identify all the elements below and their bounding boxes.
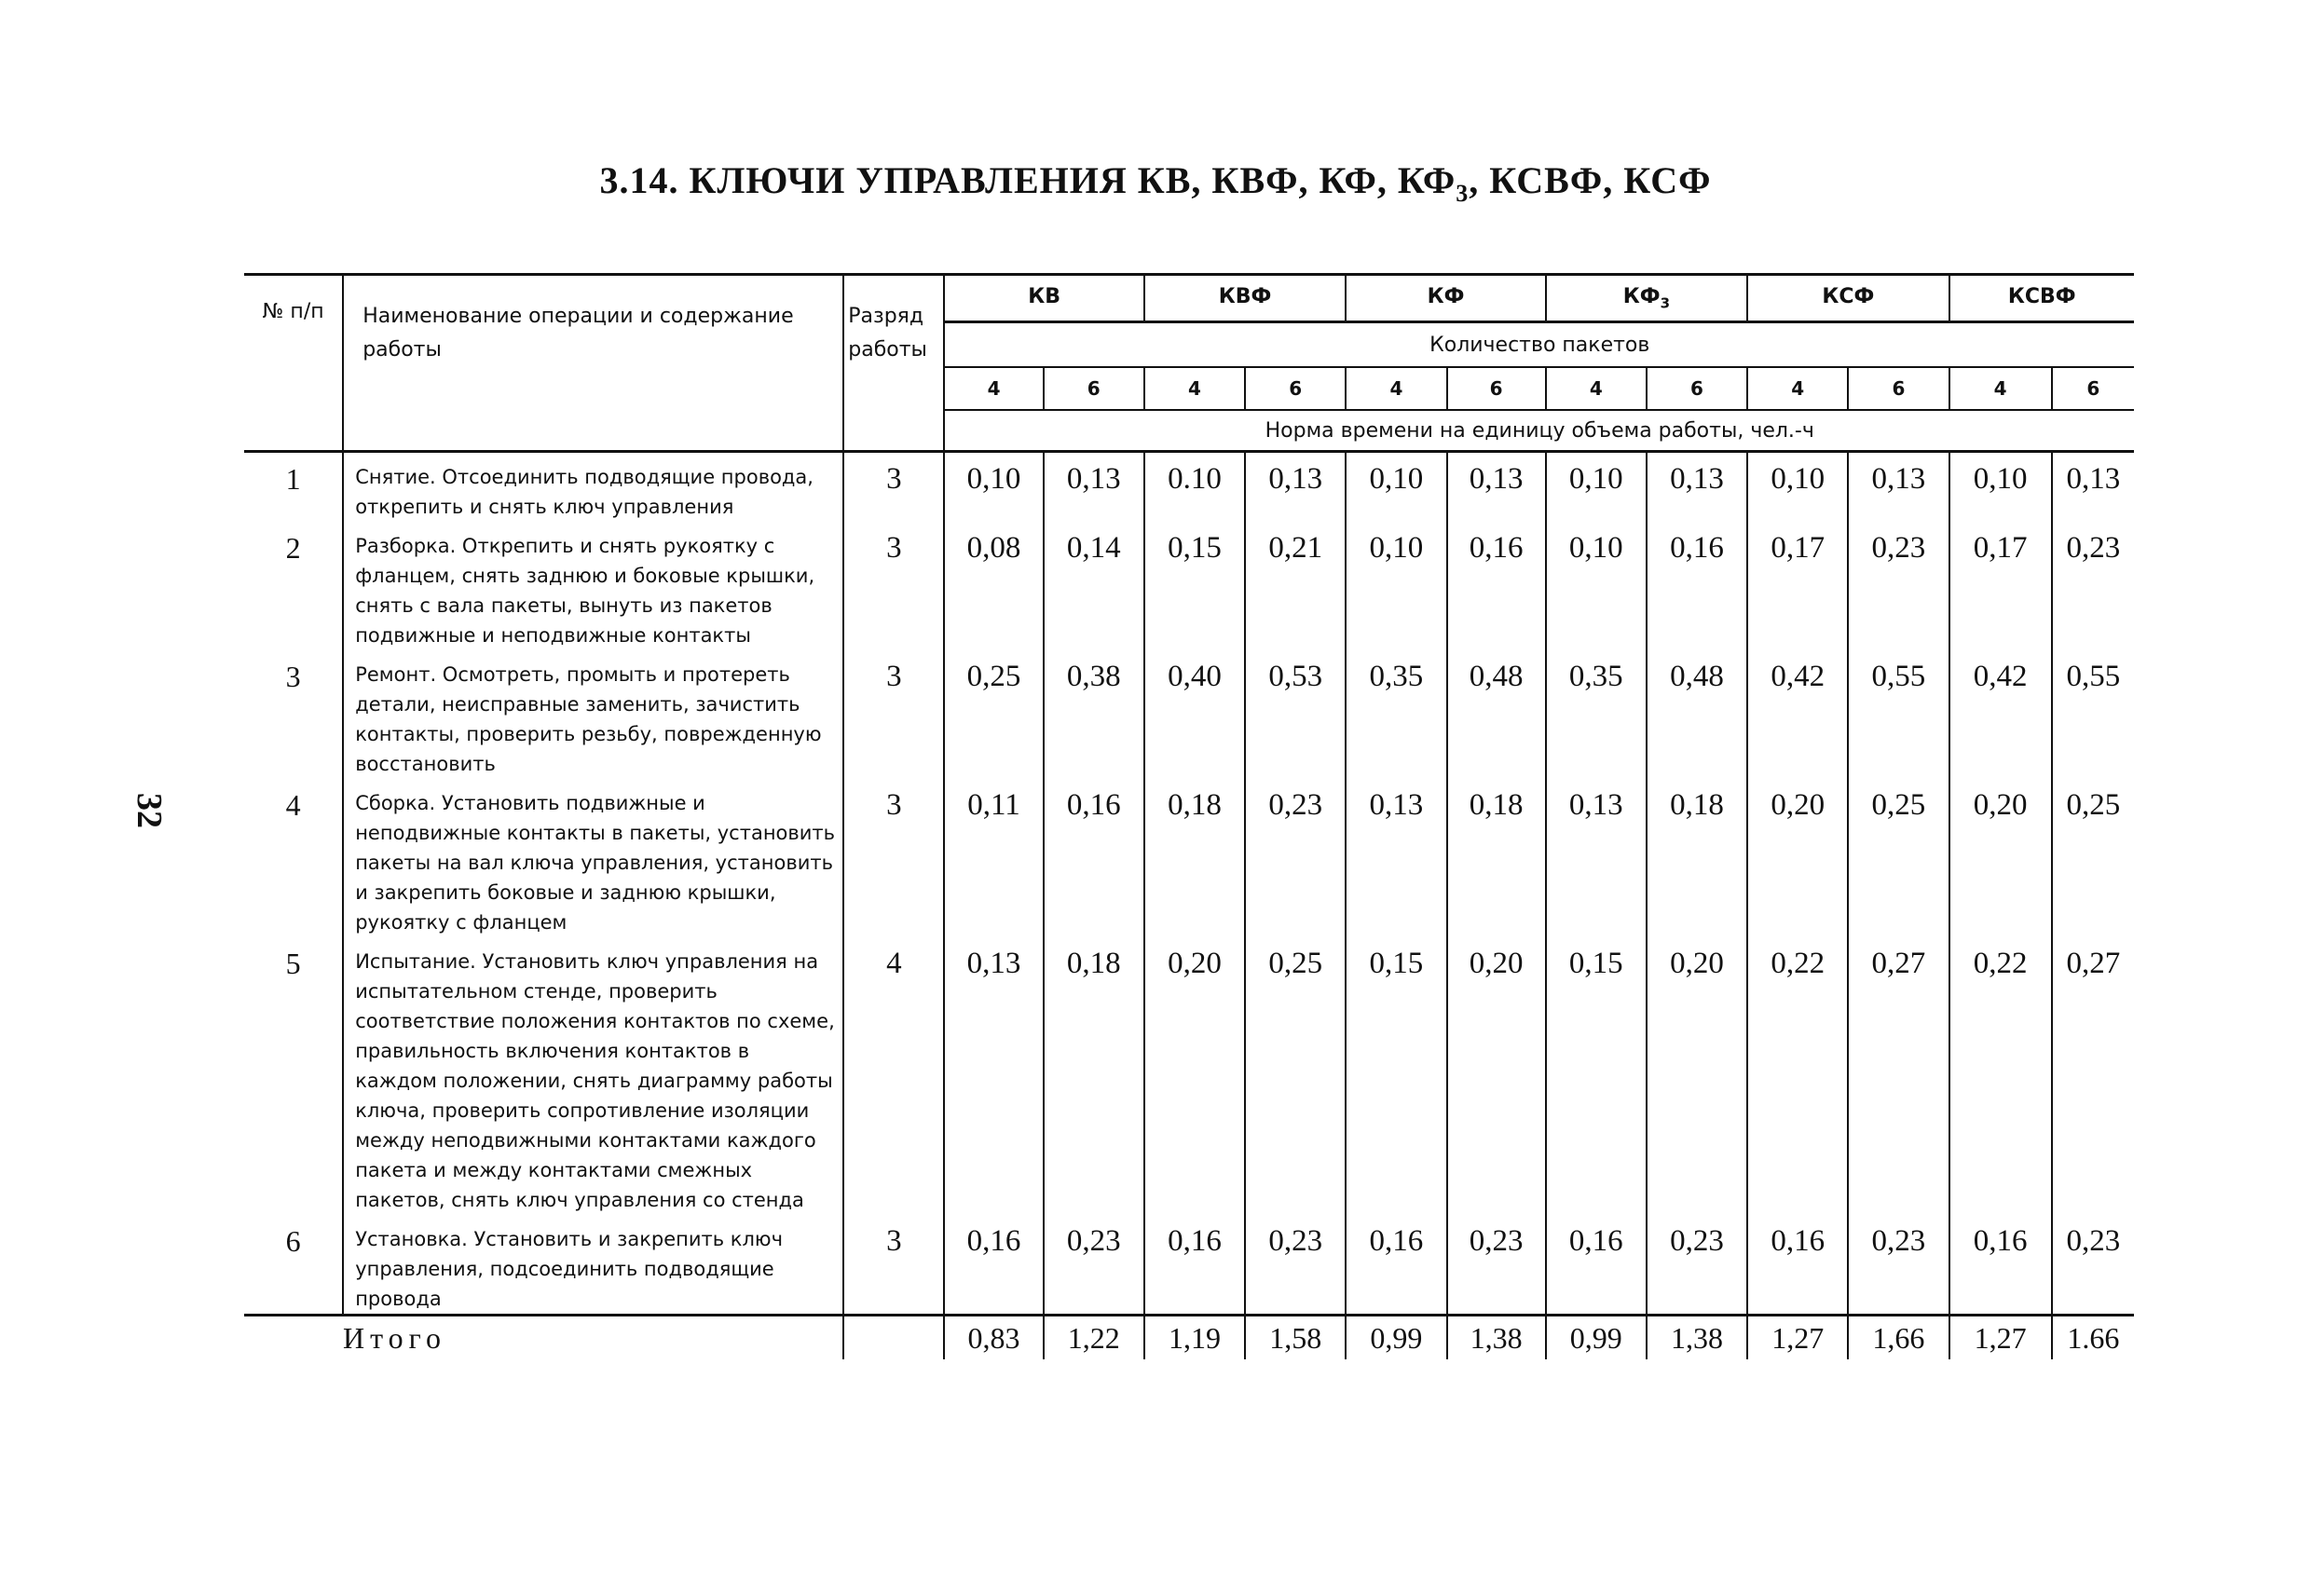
operation-text: Ремонт. Осмотреть, промыть и протереть детали, неисправные заменить, зачистить контакты, проверить резьбу, поврежденную восстановить xyxy=(343,650,843,779)
header-pack-4: 4 xyxy=(944,367,1043,410)
value-cell: 0,13 xyxy=(944,937,1043,1215)
grade-cell: 3 xyxy=(843,650,944,779)
row-number: 3 xyxy=(285,660,301,693)
value-cell: 0,22 xyxy=(1949,937,2052,1215)
total-value: 1,66 xyxy=(1848,1316,1949,1360)
value-cell: 0,13 xyxy=(1346,779,1446,937)
value-cell: 0,10 xyxy=(1346,522,1446,650)
value-cell: 0,48 xyxy=(1447,650,1546,779)
value-cell: 0,13 xyxy=(1647,452,1747,523)
value-cell: 0,10 xyxy=(1546,452,1647,523)
value-cell: 0,27 xyxy=(1848,937,1949,1215)
value-cell: 0,18 xyxy=(1044,937,1144,1215)
table-row xyxy=(244,779,2134,937)
header-time-norm: Норма времени на единицу объема работы, чел.-ч xyxy=(944,410,2134,452)
value-cell: 0,55 xyxy=(1848,650,1949,779)
table-row xyxy=(244,650,2134,779)
value-cell: 0,23 xyxy=(1848,522,1949,650)
value-cell: 0,17 xyxy=(1747,522,1848,650)
page-title xyxy=(0,158,2311,208)
total-value: 1,38 xyxy=(1647,1316,1747,1360)
header-key-ksf: КСФ xyxy=(1747,275,1949,322)
table-row xyxy=(244,452,2134,523)
grade-cell: 3 xyxy=(843,779,944,937)
value-cell: 0,18 xyxy=(1647,779,1747,937)
row-number: 5 xyxy=(285,947,301,980)
value-cell: 0,11 xyxy=(944,779,1043,937)
value-cell: 0,13 xyxy=(1848,452,1949,523)
value-cell: 0,20 xyxy=(1447,937,1546,1215)
value-cell: 0,23 xyxy=(2052,522,2134,650)
value-cell: 0,40 xyxy=(1144,650,1245,779)
table-row xyxy=(244,937,2134,1215)
value-cell: 0,23 xyxy=(1848,1215,1949,1316)
value-cell: 0,15 xyxy=(1144,522,1245,650)
value-cell: 0,08 xyxy=(944,522,1043,650)
table-row xyxy=(244,1215,2134,1316)
value-cell: 0,20 xyxy=(1949,779,2052,937)
header-key-kv: КВ xyxy=(944,275,1143,322)
value-cell: 0,17 xyxy=(1949,522,2052,650)
header-pack-6: 6 xyxy=(1447,367,1546,410)
value-cell: 0,16 xyxy=(1949,1215,2052,1316)
value-cell: 0,22 xyxy=(1747,937,1848,1215)
header-pack-4: 4 xyxy=(1747,367,1848,410)
total-value: 1,38 xyxy=(1447,1316,1546,1360)
title-suffix: , КСВФ, КСФ xyxy=(1469,159,1712,201)
table-row xyxy=(244,522,2134,650)
value-cell: 0,25 xyxy=(1848,779,1949,937)
header-package-count: Количество пакетов xyxy=(944,322,2134,368)
value-cell: 0,13 xyxy=(2052,452,2134,523)
operation-text: Разборка. Открепить и снять рукоятку с фланцем, снять заднюю и боковые крышки, снять с вала пакеты, вынуть из пакетов подвижные и неподвижные контакты xyxy=(343,522,843,650)
value-cell: 0,16 xyxy=(1447,522,1546,650)
value-cell: 0,25 xyxy=(2052,779,2134,937)
value-cell: 0,16 xyxy=(1346,1215,1446,1316)
value-cell: 0,20 xyxy=(1144,937,1245,1215)
total-row xyxy=(244,1316,2134,1360)
operation-text: Сборка. Установить подвижные и неподвижные контакты в пакеты, установить пакеты на вал ключа управления, установить и закрепить боковые и заднюю крышки, рукоятку с фланцем xyxy=(343,779,843,937)
value-cell: 0,14 xyxy=(1044,522,1144,650)
norms-table xyxy=(244,273,2134,1359)
value-cell: 0,13 xyxy=(1546,779,1647,937)
header-key-kf: КФ xyxy=(1346,275,1545,322)
value-cell: 0,23 xyxy=(1647,1215,1747,1316)
value-cell: 0,16 xyxy=(944,1215,1043,1316)
total-grade-empty xyxy=(843,1316,944,1360)
grade-cell: 3 xyxy=(843,1215,944,1316)
value-cell: 0,20 xyxy=(1647,937,1747,1215)
value-cell: 0,35 xyxy=(1546,650,1647,779)
value-cell: 0,38 xyxy=(1044,650,1144,779)
header-num: № п/п xyxy=(244,275,343,452)
header-pack-6: 6 xyxy=(1848,367,1949,410)
value-cell: 0,13 xyxy=(1447,452,1546,523)
header-pack-6: 6 xyxy=(1044,367,1144,410)
value-cell: 0,23 xyxy=(1245,1215,1346,1316)
header-key-ksvf: КСВФ xyxy=(1949,275,2134,322)
value-cell: 0,15 xyxy=(1546,937,1647,1215)
value-cell: 0.10 xyxy=(1144,452,1245,523)
value-cell: 0,18 xyxy=(1144,779,1245,937)
value-cell: 0,13 xyxy=(1245,452,1346,523)
grade-cell: 3 xyxy=(843,522,944,650)
value-cell: 0,16 xyxy=(1747,1215,1848,1316)
value-cell: 0,23 xyxy=(1245,779,1346,937)
operation-text: Испытание. Установить ключ управления на испытательном стенде, проверить соответствие положения контактов по схеме, правильность включения контактов в каждом положении, снять диаграмму работы ключа, проверить сопротивление изоляции между неподвижными контактами каждого пакета и между контактами смежных пакетов, снять ключ управления со стенда xyxy=(343,937,843,1215)
total-value: 1,19 xyxy=(1144,1316,1245,1360)
value-cell: 0,23 xyxy=(1447,1215,1546,1316)
value-cell: 0,25 xyxy=(1245,937,1346,1215)
value-cell: 0,20 xyxy=(1747,779,1848,937)
total-label: Итого xyxy=(244,1316,843,1360)
header-key-kf3: $КФ_3$ xyxy=(1546,275,1747,322)
value-cell: 0,15 xyxy=(1346,937,1446,1215)
header-key-kvf: КВФ xyxy=(1144,275,1346,322)
page-number: 32 xyxy=(130,793,169,828)
header-pack-4: 4 xyxy=(1144,367,1245,410)
total-value: 0,99 xyxy=(1346,1316,1446,1360)
header-pack-6: 6 xyxy=(1647,367,1747,410)
total-value: 0,83 xyxy=(944,1316,1043,1360)
total-value: 0,99 xyxy=(1546,1316,1647,1360)
header-pack-4: 4 xyxy=(1346,367,1446,410)
header-operation-name: Наименование операции и содержание работы xyxy=(343,275,843,452)
row-number: 4 xyxy=(285,788,301,822)
header-pack-4: 4 xyxy=(1546,367,1647,410)
value-cell: 0,27 xyxy=(2052,937,2134,1215)
value-cell: 0,10 xyxy=(944,452,1043,523)
value-cell: 0,10 xyxy=(1949,452,2052,523)
header-pack-4: 4 xyxy=(1949,367,2052,410)
operation-text: Установка. Установить и закрепить ключ управления, подсоединить подводящие провода xyxy=(343,1215,843,1316)
value-cell: 0,48 xyxy=(1647,650,1747,779)
value-cell: 0,21 xyxy=(1245,522,1346,650)
value-cell: 0,16 xyxy=(1144,1215,1245,1316)
title-prefix: 3.14. КЛЮЧИ УПРАВЛЕНИЯ КВ, КВФ, КФ, КФ xyxy=(599,159,1456,201)
grade-cell: 3 xyxy=(843,452,944,523)
value-cell: 0,13 xyxy=(1044,452,1144,523)
row-number: 6 xyxy=(285,1224,301,1258)
value-cell: 0,53 xyxy=(1245,650,1346,779)
row-number: 2 xyxy=(285,531,301,565)
total-value: 1.66 xyxy=(2052,1316,2134,1360)
total-value: 1,22 xyxy=(1044,1316,1144,1360)
value-cell: 0,55 xyxy=(2052,650,2134,779)
value-cell: 0,42 xyxy=(1747,650,1848,779)
title-subscript: 3 xyxy=(1456,180,1470,207)
operation-text: Снятие. Отсоединить подводящие провода, открепить и снять ключ управления xyxy=(343,452,843,523)
value-cell: 0,16 xyxy=(1044,779,1144,937)
value-cell: 0,23 xyxy=(2052,1215,2134,1316)
header-grade: Разряд работы xyxy=(843,275,944,452)
value-cell: 0,23 xyxy=(1044,1215,1144,1316)
header-pack-6: 6 xyxy=(2052,367,2134,410)
grade-cell: 4 xyxy=(843,937,944,1215)
value-cell: 0,10 xyxy=(1546,522,1647,650)
row-number: 1 xyxy=(285,462,301,496)
value-cell: 0,35 xyxy=(1346,650,1446,779)
header-pack-6: 6 xyxy=(1245,367,1346,410)
value-cell: 0,18 xyxy=(1447,779,1546,937)
total-value: 1,27 xyxy=(1747,1316,1848,1360)
value-cell: 0,16 xyxy=(1647,522,1747,650)
value-cell: 0,25 xyxy=(944,650,1043,779)
value-cell: 0,16 xyxy=(1546,1215,1647,1316)
total-value: 1,27 xyxy=(1949,1316,2052,1360)
total-value: 1,58 xyxy=(1245,1316,1346,1360)
value-cell: 0,10 xyxy=(1346,452,1446,523)
value-cell: 0,42 xyxy=(1949,650,2052,779)
value-cell: 0,10 xyxy=(1747,452,1848,523)
